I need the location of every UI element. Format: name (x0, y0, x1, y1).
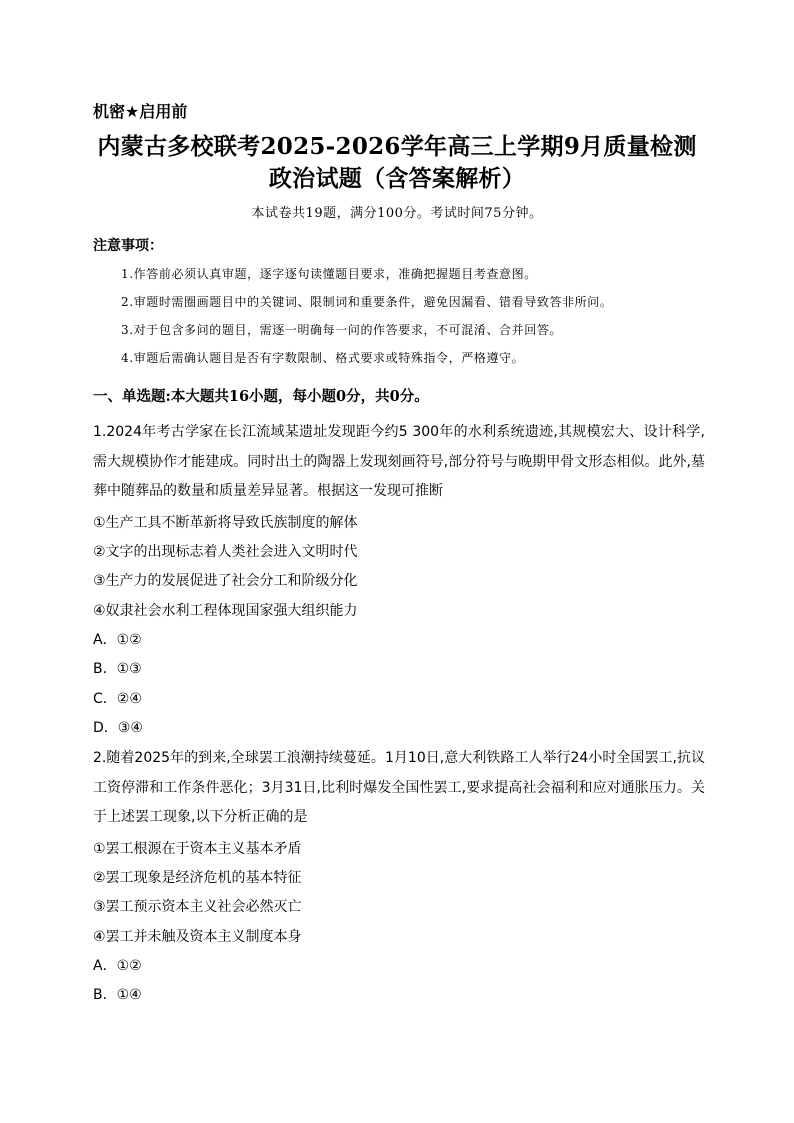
notice-item: 3.对于包含多问的题目，需逐一明确每一问的作答要求，不可混淆、合并回答。 (121, 323, 563, 337)
statement-item: ①生产工具不断革新将导致氏族制度的解体 (93, 515, 358, 531)
notice-heading: 注意事项： (93, 238, 163, 254)
statement-item: ①罢工根源在于资本主义基本矛盾 (93, 841, 302, 857)
notice-item: 1.作答前必须认真审题，逐字逐句读懂题目要求，准确把握题目考查意图。 (121, 267, 537, 281)
answer-option[interactable]: C．②④ (93, 691, 142, 707)
section-heading: 一、单选题:本大题共16小题，每小题0分，共0分。 (93, 388, 429, 405)
answer-option[interactable]: A．①② (93, 958, 142, 974)
statement-item: ③生产力的发展促进了社会分工和阶级分化 (93, 573, 358, 589)
statement-item: ②罢工现象是经济危机的基本特征 (93, 870, 302, 886)
statement-item: ④罢工并未触及资本主义制度本身 (93, 929, 302, 945)
confidential-label: 机密★启用前 (93, 102, 188, 121)
question-stem: 1.2024年考古学家在长江流域某遗址发现距今约5 300年的水利系统遗迹,其规模宏大、设计科学,需大规模协作才能建成。同时出土的陶器上发现刻画符号,部分符号与晚期甲骨文形态相似。此外,墓葬中随葬品的数量和质量差异显著。根据这一发现可推断 (93, 424, 705, 499)
answer-option[interactable]: B．①④ (93, 987, 142, 1003)
statement-item: ③罢工预示资本主义社会必然灭亡 (93, 899, 302, 915)
exam-info: 本试卷共19题，满分100分。考试时间75分钟。 (251, 206, 543, 221)
answer-option[interactable]: D．③④ (93, 720, 143, 736)
answer-option[interactable]: B．①③ (93, 661, 142, 677)
page-title-line2: 政治试题（含答案解析） (268, 165, 526, 192)
answer-option[interactable]: A．①② (93, 632, 142, 648)
notice-item: 2.审题时需圈画题目中的关键词、限制词和重要条件，避免因漏看、错看导致答非所问。 (121, 295, 613, 309)
statement-item: ②文字的出现标志着人类社会进入文明时代 (93, 544, 358, 560)
statement-item: ④奴隶社会水利工程体现国家强大组织能力 (93, 603, 358, 619)
page-title: 内蒙古多校联考2025-2026学年高三上学期9月质量检测 (97, 133, 697, 160)
question-stem: 2.随着2025年的到来,全球罢工浪潮持续蔓延。1月10日,意大利铁路工人举行24小时全国罢工,抗议工资停滞和工作条件恶化；3月31日,比利时爆发全国性罢工,要求提高社会福利和应对通胀压力。关于上述罢工现象,以下分析正确的是 (93, 750, 705, 825)
notice-item: 4.审题后需确认题目是否有字数限制、格式要求或特殊指令，严格遵守。 (121, 351, 525, 365)
